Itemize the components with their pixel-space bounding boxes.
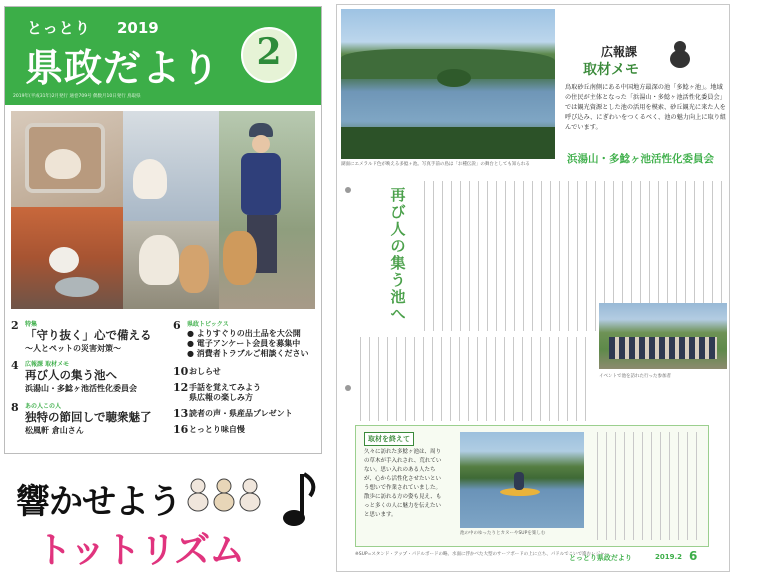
memo-label: 広報課 <box>601 45 638 59</box>
pet-carrier-photo <box>11 111 123 207</box>
tottorism-logo <box>6 470 326 574</box>
toc-subtitle: 〜人とペットの災害対策〜 <box>25 344 121 353</box>
article-intro: 鳥取砂丘南側にある中国地方最深の池「多鯰ヶ池」。地域の住民が主体となった「浜湯山・多鯰ヶ池活性化委員会」では観光資源とした池の活用を模索、砂丘観光に来た人を呼び込み、にぎわいをつくるべく、池の魅力向上に取り組んでいます。 <box>565 84 727 131</box>
toc-item[interactable]: 10 おしらせ <box>173 365 221 378</box>
dog-photo <box>123 221 219 309</box>
toc-topic: ● よりすぐりの出土品を大公開 <box>187 329 301 338</box>
logo-mascots-icon <box>184 472 266 512</box>
toc-item[interactable] <box>11 401 161 441</box>
lake-photo <box>341 9 555 159</box>
reporter-note-body <box>592 432 704 540</box>
toc-title: 再び人の集う池へ <box>25 368 117 382</box>
mascot-icon <box>667 39 693 69</box>
event-group-photo <box>599 303 727 369</box>
toc-page-number: 4 <box>11 359 19 372</box>
reporter-note-text: 久々に訪れた多鯰ヶ池は、周りの草木が手入れされ、荒れていない。思い入れのある人たちが、心から活性化させたいという想いで作業されていました。散歩に訪れる方の姿も見え、もっと多くの人に魅力を伝えたいと思います。 <box>364 449 442 518</box>
pet-supplies-photo <box>11 207 123 309</box>
toc-item[interactable]: 16 とっとり味自慢 <box>173 423 245 436</box>
toc-item[interactable]: 13 読者の声・県産品プレゼント <box>173 407 293 420</box>
toc-item[interactable] <box>11 359 161 399</box>
room-photo <box>123 111 219 221</box>
issue-number: 2 <box>256 31 282 73</box>
masthead-info: 2019年(平成31年)2月発行 通巻709号 偶数月10日発行 鳥取県 <box>13 94 141 99</box>
article-headline: 再び人の集う池へ <box>390 186 406 323</box>
owner-with-dog-photo <box>219 111 315 309</box>
sup-photo <box>460 432 584 528</box>
toc-title: 県広報の楽しみ方 <box>189 393 253 402</box>
toc-tag: あの人この人 <box>25 403 62 410</box>
toc-title: 「守り抜く」心で備える <box>25 328 152 342</box>
toc-item[interactable]: 12 手話を覚えてみよう 県広報の楽しみ方 <box>173 381 261 402</box>
article-body-lower <box>355 337 591 421</box>
toc-topic: ● 消費者トラブルご相談ください <box>187 349 309 358</box>
reporter-note-box <box>355 425 709 547</box>
logo-line-1: 響かせよう <box>16 482 181 522</box>
toc-page-number: 2 <box>11 319 19 332</box>
sup-photo-caption: 池の中のゆったりとカヌーやSUPを楽しむ <box>460 531 546 536</box>
logo-line-2: トットリズム <box>36 530 245 571</box>
music-note-icon <box>278 472 318 532</box>
toc-title: 独特の節回しで聴衆魅了 <box>25 410 152 424</box>
toc-tag: 県政トピックス <box>187 321 229 328</box>
cover-masthead <box>5 7 321 105</box>
magazine-cover <box>4 6 322 454</box>
masthead-year: 2019 <box>117 19 159 37</box>
toc-title: 手話を覚えてみよう <box>189 383 261 392</box>
toc-title: とっとり味自慢 <box>189 425 245 434</box>
toc-subtitle: 松風軒 倉山さん <box>25 426 84 435</box>
event-photo-caption: イベントで池を訪れた行った参加者 <box>599 374 671 379</box>
article-page <box>336 4 730 572</box>
toc-topics[interactable]: 6 県政トピックス ● よりすぐりの出土品を大公開 ● 電子アンケート会員を募集中 ● 消費者トラブルご相談ください <box>173 319 309 358</box>
memo-title: 取材メモ <box>583 62 639 78</box>
binder-hole <box>345 385 351 391</box>
sup-footnote: ※SUP=スタンド・アップ・パドルボードの略。水面に浮かべた大型のサーフボードの上に立ち、パドルでこいで進むレジャー <box>355 552 609 557</box>
toc-title: おしらせ <box>189 367 221 376</box>
lake-photo-caption: 湖面にエメラルド色が映える多鯰ヶ池。写真手前の島は「お種伝説」の舞台としても知られる <box>341 162 530 167</box>
toc-tag: 特集 <box>25 321 38 328</box>
table-of-contents <box>11 319 315 453</box>
footer-date: 2019.2 <box>655 553 683 561</box>
toc-title: 読者の声・県産品プレゼント <box>189 409 293 418</box>
toc-subtitle: 浜湯山・多鯰ヶ池活性化委員会 <box>25 384 137 393</box>
reporter-note-title: 取材を終えて <box>364 432 414 446</box>
toc-topic: ● 電子アンケート会員を募集中 <box>187 339 301 348</box>
masthead-tottori: とっとり <box>27 19 91 37</box>
binder-hole <box>345 187 351 193</box>
organization-name: 浜湯山・多鯰ヶ池活性化委員会 <box>567 153 714 165</box>
page-number: 6 <box>689 549 698 563</box>
toc-page-number: 8 <box>11 401 19 414</box>
toc-item[interactable] <box>11 319 161 359</box>
masthead-title: 県政だより <box>25 46 221 90</box>
cover-photo <box>11 111 315 309</box>
toc-tag: 広報課 取材メモ <box>25 361 70 368</box>
footer-title: とっとり県政だより <box>569 554 632 562</box>
issue-badge <box>241 27 297 83</box>
